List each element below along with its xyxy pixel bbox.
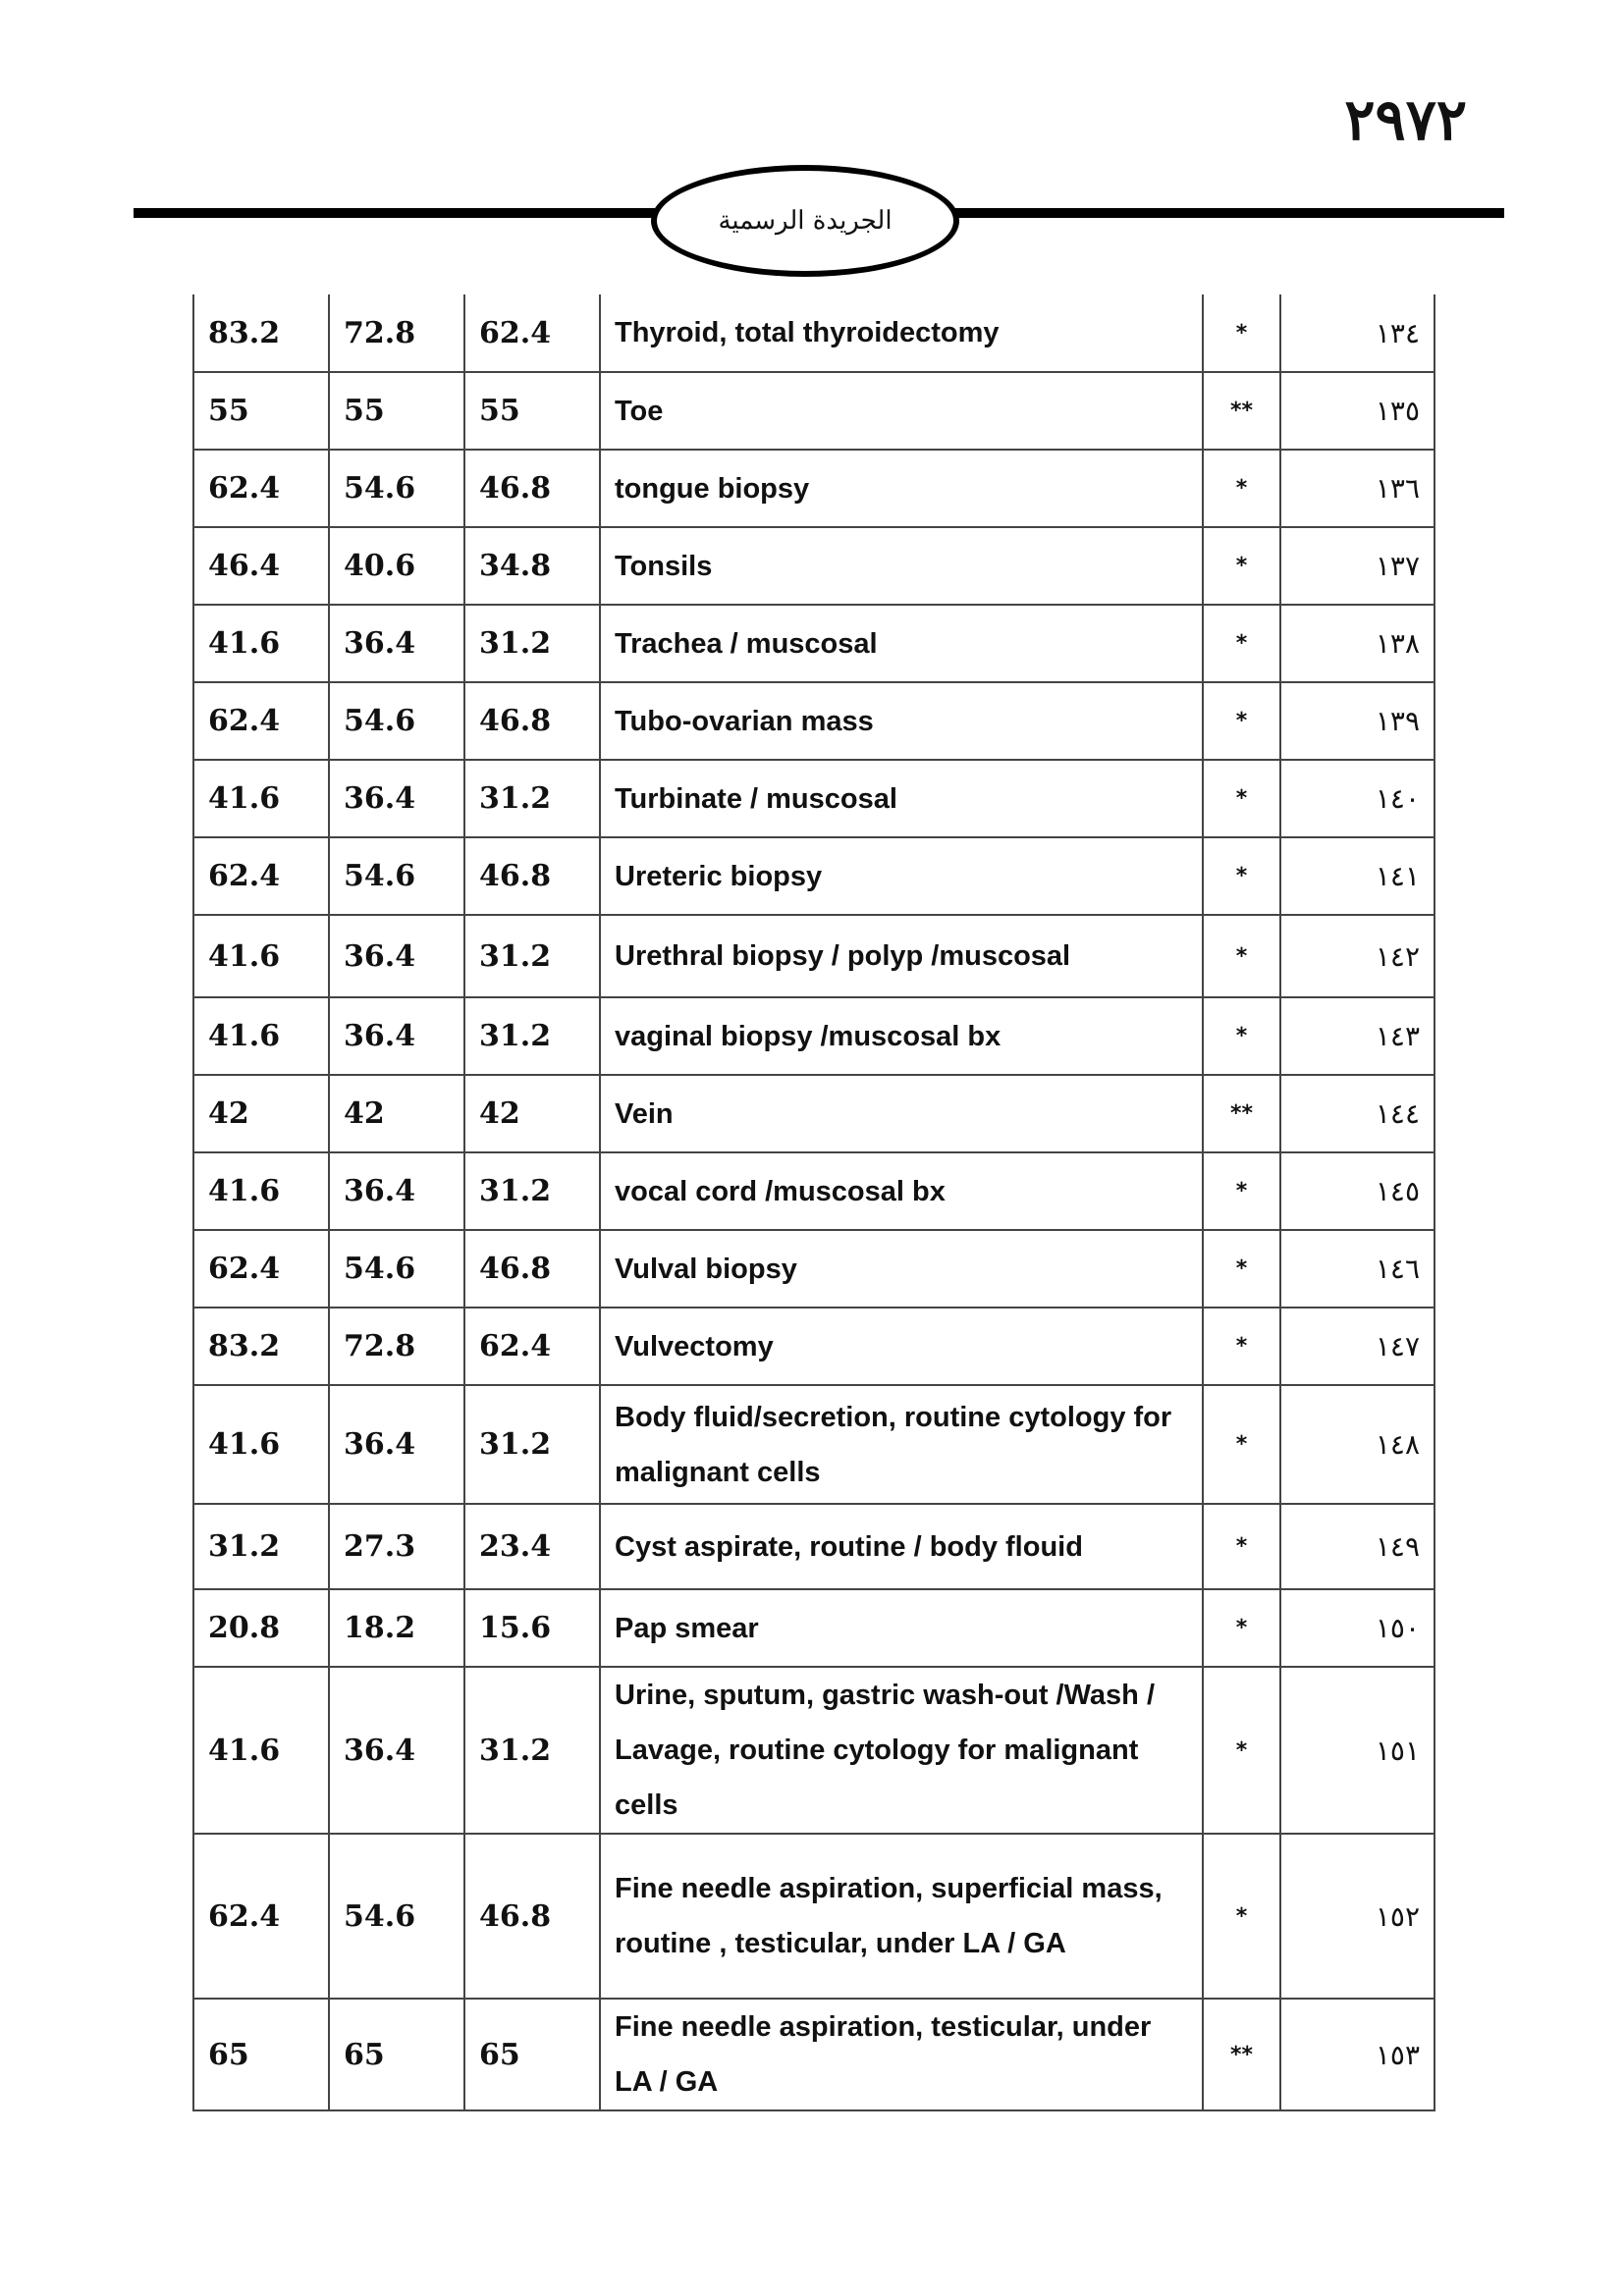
fee-col-1: 31.2 — [193, 1504, 329, 1589]
fee-col-1: 62.4 — [193, 682, 329, 760]
fee-table — [192, 294, 1435, 2111]
fee-col-3: 65 — [464, 1999, 600, 2110]
table-row — [193, 527, 1435, 605]
fee-col-1: 41.6 — [193, 605, 329, 682]
fee-col-3: 42 — [464, 1075, 600, 1152]
fee-col-2: 54.6 — [329, 1230, 464, 1308]
fee-col-2: 72.8 — [329, 1308, 464, 1385]
category-mark: * — [1203, 837, 1280, 915]
fee-col-2: 36.4 — [329, 997, 464, 1075]
fee-col-3: 34.8 — [464, 527, 600, 605]
fee-col-3: 31.2 — [464, 997, 600, 1075]
procedure-description: Thyroid, total thyroidectomy — [600, 294, 1203, 372]
fee-col-1: 41.6 — [193, 1385, 329, 1504]
table-row — [193, 1504, 1435, 1589]
procedure-description: vaginal biopsy /muscosal bx — [600, 997, 1203, 1075]
fee-col-1: 65 — [193, 1999, 329, 2110]
fee-col-2: 54.6 — [329, 1834, 464, 1999]
item-number: ١٥٢ — [1280, 1834, 1435, 1999]
fee-col-3: 55 — [464, 372, 600, 450]
fee-col-1: 83.2 — [193, 1308, 329, 1385]
fee-col-2: 72.8 — [329, 294, 464, 372]
category-mark: * — [1203, 1230, 1280, 1308]
fee-col-2: 36.4 — [329, 760, 464, 837]
item-number: ١٣٧ — [1280, 527, 1435, 605]
procedure-description: Pap smear — [600, 1589, 1203, 1667]
procedure-description: Trachea / muscosal — [600, 605, 1203, 682]
category-mark: * — [1203, 294, 1280, 372]
fee-col-3: 46.8 — [464, 450, 600, 527]
fee-col-3: 46.8 — [464, 682, 600, 760]
table-row — [193, 1834, 1435, 1999]
table-row — [193, 915, 1435, 997]
fee-col-2: 54.6 — [329, 682, 464, 760]
category-mark: * — [1203, 527, 1280, 605]
table-row — [193, 1667, 1435, 1834]
procedure-description: Vein — [600, 1075, 1203, 1152]
table-row — [193, 294, 1435, 372]
fee-col-2: 55 — [329, 372, 464, 450]
table-row — [193, 1589, 1435, 1667]
procedure-description: vocal cord /muscosal bx — [600, 1152, 1203, 1230]
fee-col-2: 36.4 — [329, 1385, 464, 1504]
table-row — [193, 1999, 1435, 2110]
category-mark: * — [1203, 605, 1280, 682]
fee-col-3: 31.2 — [464, 1667, 600, 1834]
procedure-description: Tonsils — [600, 527, 1203, 605]
table-row — [193, 450, 1435, 527]
fee-col-3: 31.2 — [464, 1152, 600, 1230]
table-row — [193, 1152, 1435, 1230]
fee-col-3: 46.8 — [464, 837, 600, 915]
item-number: ١٤٧ — [1280, 1308, 1435, 1385]
fee-col-1: 46.4 — [193, 527, 329, 605]
procedure-description: Fine needle aspiration, superficial mass, routine , testicular, under LA / GA — [600, 1834, 1203, 1999]
fee-col-2: 18.2 — [329, 1589, 464, 1667]
fee-col-2: 54.6 — [329, 450, 464, 527]
category-mark: * — [1203, 1385, 1280, 1504]
item-number: ١٤٩ — [1280, 1504, 1435, 1589]
category-mark: * — [1203, 1834, 1280, 1999]
fee-col-2: 36.4 — [329, 1667, 464, 1834]
table-row — [193, 760, 1435, 837]
procedure-description: tongue biopsy — [600, 450, 1203, 527]
table-row — [193, 605, 1435, 682]
fee-col-1: 42 — [193, 1075, 329, 1152]
category-mark: * — [1203, 1589, 1280, 1667]
fee-col-1: 41.6 — [193, 1667, 329, 1834]
item-number: ١٥٠ — [1280, 1589, 1435, 1667]
fee-col-2: 40.6 — [329, 527, 464, 605]
fee-col-2: 42 — [329, 1075, 464, 1152]
item-number: ١٣٦ — [1280, 450, 1435, 527]
item-number: ١٣٨ — [1280, 605, 1435, 682]
item-number: ١٤٦ — [1280, 1230, 1435, 1308]
procedure-description: Turbinate / muscosal — [600, 760, 1203, 837]
table-row — [193, 1230, 1435, 1308]
category-mark: * — [1203, 997, 1280, 1075]
table-row — [193, 837, 1435, 915]
item-number: ١٤٤ — [1280, 1075, 1435, 1152]
category-mark: ** — [1203, 1999, 1280, 2110]
item-number: ١٤٠ — [1280, 760, 1435, 837]
fee-col-3: 46.8 — [464, 1834, 600, 1999]
fee-col-3: 62.4 — [464, 294, 600, 372]
fee-col-3: 31.2 — [464, 1385, 600, 1504]
fee-col-2: 36.4 — [329, 915, 464, 997]
item-number: ١٣٩ — [1280, 682, 1435, 760]
fee-col-1: 41.6 — [193, 997, 329, 1075]
fee-col-3: 62.4 — [464, 1308, 600, 1385]
procedure-description: Cyst aspirate, routine / body flouid — [600, 1504, 1203, 1589]
category-mark: * — [1203, 450, 1280, 527]
item-number: ١٤٨ — [1280, 1385, 1435, 1504]
fee-col-2: 54.6 — [329, 837, 464, 915]
fee-col-3: 46.8 — [464, 1230, 600, 1308]
item-number: ١٥١ — [1280, 1667, 1435, 1834]
fee-col-1: 41.6 — [193, 760, 329, 837]
fee-col-1: 62.4 — [193, 450, 329, 527]
fee-col-3: 31.2 — [464, 760, 600, 837]
item-number: ١٣٥ — [1280, 372, 1435, 450]
item-number: ١٤٢ — [1280, 915, 1435, 997]
category-mark: * — [1203, 1504, 1280, 1589]
table-row — [193, 1385, 1435, 1504]
procedure-description: Ureteric biopsy — [600, 837, 1203, 915]
category-mark: * — [1203, 1152, 1280, 1230]
item-number: ١٤١ — [1280, 837, 1435, 915]
fee-col-2: 27.3 — [329, 1504, 464, 1589]
fee-col-1: 41.6 — [193, 915, 329, 997]
item-number: ١٤٥ — [1280, 1152, 1435, 1230]
fee-col-2: 65 — [329, 1999, 464, 2110]
gazette-title: الجريدة الرسمية — [718, 206, 893, 236]
fee-col-3: 15.6 — [464, 1589, 600, 1667]
item-number: ١٤٣ — [1280, 997, 1435, 1075]
category-mark: * — [1203, 682, 1280, 760]
item-number: ١٥٣ — [1280, 1999, 1435, 2110]
category-mark: * — [1203, 915, 1280, 997]
procedure-description: Fine needle aspiration, testicular, under LA / GA — [600, 1999, 1203, 2110]
fee-col-1: 83.2 — [193, 294, 329, 372]
category-mark: * — [1203, 760, 1280, 837]
fee-col-1: 62.4 — [193, 837, 329, 915]
fee-col-1: 41.6 — [193, 1152, 329, 1230]
fee-col-2: 36.4 — [329, 1152, 464, 1230]
fee-col-1: 55 — [193, 372, 329, 450]
procedure-description: Toe — [600, 372, 1203, 450]
procedure-description: Urethral biopsy / polyp /muscosal — [600, 915, 1203, 997]
category-mark: ** — [1203, 1075, 1280, 1152]
fee-col-3: 31.2 — [464, 915, 600, 997]
fee-col-1: 62.4 — [193, 1834, 329, 1999]
fee-col-3: 23.4 — [464, 1504, 600, 1589]
category-mark: * — [1203, 1308, 1280, 1385]
table-row — [193, 1075, 1435, 1152]
fee-col-3: 31.2 — [464, 605, 600, 682]
procedure-description: Vulval biopsy — [600, 1230, 1203, 1308]
procedure-description: Vulvectomy — [600, 1308, 1203, 1385]
item-number: ١٣٤ — [1280, 294, 1435, 372]
table-row — [193, 372, 1435, 450]
page-number: ٢٩٧٢ — [1344, 86, 1467, 153]
table-row — [193, 997, 1435, 1075]
procedure-description: Urine, sputum, gastric wash-out /Wash / Lavage, routine cytology for malignant cells — [600, 1667, 1203, 1834]
category-mark: ** — [1203, 372, 1280, 450]
table-row — [193, 1308, 1435, 1385]
procedure-description: Tubo-ovarian mass — [600, 682, 1203, 760]
fee-col-2: 36.4 — [329, 605, 464, 682]
procedure-description: Body fluid/secretion, routine cytology for malignant cells — [600, 1385, 1203, 1504]
fee-col-1: 20.8 — [193, 1589, 329, 1667]
category-mark: * — [1203, 1667, 1280, 1834]
fee-col-1: 62.4 — [193, 1230, 329, 1308]
gazette-title-oval — [651, 165, 959, 277]
table-row — [193, 682, 1435, 760]
